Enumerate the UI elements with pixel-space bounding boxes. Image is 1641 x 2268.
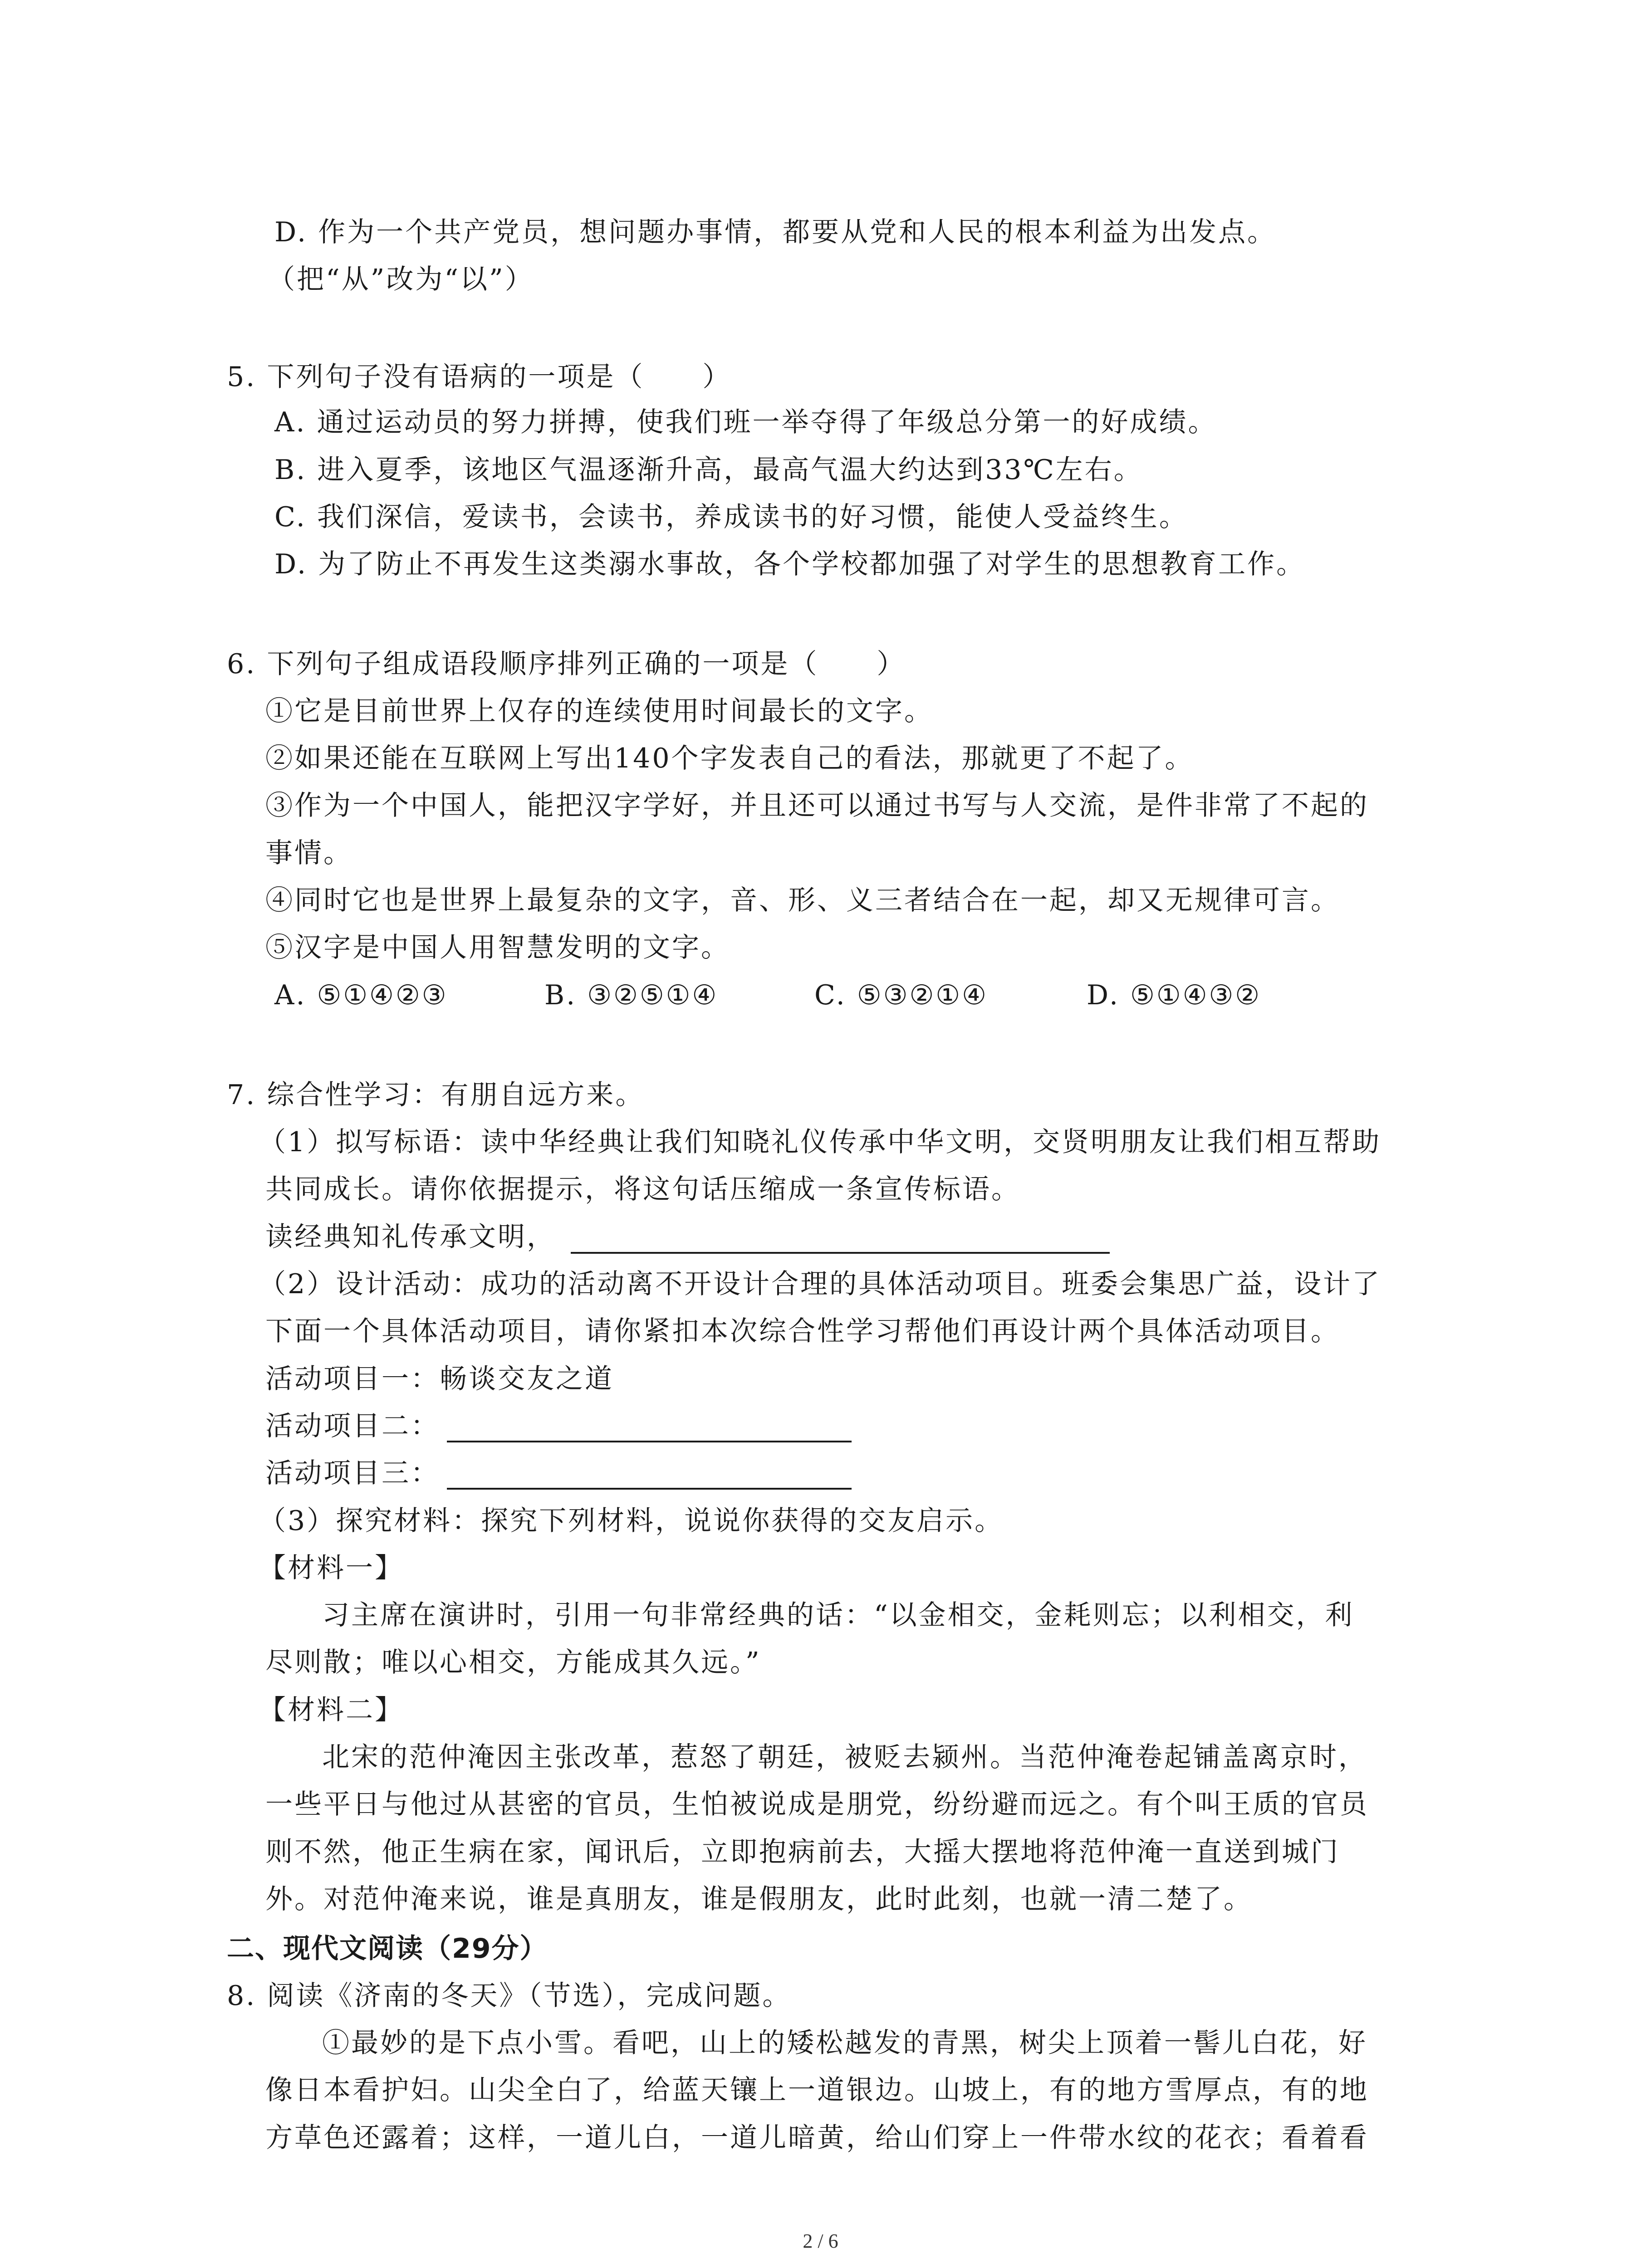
q7-material-2-line2: 一些平日与他过从甚密的官员，生怕被说成是朋党，纷纷避而远之。有个叫王质的官员 <box>265 1789 1369 1820</box>
q7-part1-line2: 共同成长。请你依据提示，将这句话压缩成一条宣传标语。 <box>265 1173 1020 1205</box>
page-number: 2 / 6 <box>803 2230 838 2252</box>
q7-material-1-line2: 尽则散；唯以心相交，方能成其久远。” <box>265 1647 761 1678</box>
q6-option-d: D. ⑤①④③② <box>1087 979 1262 1011</box>
section-2-heading: 二、现代文阅读（29分） <box>227 1933 548 1965</box>
q5-option-d: D. 为了防止不再发生这类溺水事故，各个学校都加强了对学生的思想教育工作。 <box>274 548 1306 580</box>
q8-stem: 8. 阅读《济南的冬天》（节选），完成问题。 <box>227 1980 792 2012</box>
q7-part2-line1: （2）设计活动：成功的活动离不开设计合理的具体活动项目。班委会集思广益，设计了 <box>259 1268 1381 1300</box>
q6-sentence-3-cont: 事情。 <box>265 837 353 869</box>
q6-sentence-1: ①它是目前世界上仅存的连续使用时间最长的文字。 <box>265 695 933 727</box>
q7-slogan-answer-blank[interactable] <box>571 1252 1110 1254</box>
q6-stem: 6. 下列句子组成语段顺序排列正确的一项是（ ） <box>227 648 906 680</box>
q7-material-2-line3: 则不然，他正生病在家，闻讯后，立即抱病前去，大摇大摆地将范仲淹一直送到城门 <box>265 1836 1340 1868</box>
q7-material-2-line4: 外。对范仲淹来说，谁是真朋友，谁是假朋友，此时此刻，也就一清二楚了。 <box>265 1883 1253 1915</box>
q6-sentence-4: ④同时它也是世界上最复杂的文字，音、形、义三者结合在一起，却又无规律可言。 <box>265 885 1340 916</box>
q7-activity-3-label: 活动项目三： <box>265 1457 440 1489</box>
q7-material-1-title: 【材料一】 <box>259 1552 404 1584</box>
q7-material-2-title: 【材料二】 <box>259 1694 404 1726</box>
q7-activity-2-label: 活动项目二： <box>265 1410 440 1442</box>
q8-passage-line2: 像日本看护妇。山尖全白了，给蓝天镶上一道银边。山坡上，有的地方雪厚点，有的地 <box>265 2074 1369 2106</box>
q5-option-a: A. 通过运动员的努力拼搏，使我们班一举夺得了年级总分第一的好成绩。 <box>274 406 1217 438</box>
q7-activity-1: 活动项目一：畅谈交友之道 <box>265 1363 614 1395</box>
q5-option-b: B. 进入夏季，该地区气温逐渐升高，最高气温大约达到33℃左右。 <box>274 454 1143 486</box>
q6-option-a: A. ⑤①④②③ <box>274 979 448 1011</box>
q7-activity-2-blank[interactable] <box>447 1441 852 1442</box>
q7-activity-3-blank[interactable] <box>447 1488 852 1490</box>
q7-part3: （3）探究材料：探究下列材料，说说你获得的交友启示。 <box>259 1505 1004 1537</box>
q7-material-2-line1: 北宋的范仲淹因主张改革，惹怒了朝廷，被贬去颍州。当范仲淹卷起铺盖离京时， <box>322 1741 1367 1773</box>
q8-passage-line1: ①最妙的是下点小雪。看吧，山上的矮松越发的青黑，树尖上顶着一髻儿白花，好 <box>322 2027 1367 2059</box>
q5-option-c: C. 我们深信，爱读书，会读书，养成读书的好习惯，能使人受益终生。 <box>274 501 1188 533</box>
q6-option-c: C. ⑤③②①④ <box>814 979 988 1011</box>
q8-passage-line3: 方草色还露着；这样，一道儿白，一道儿暗黄，给山们穿上一件带水纹的花衣；看着看 <box>265 2122 1369 2154</box>
q5-stem: 5. 下列句子没有语病的一项是（ ） <box>227 361 732 393</box>
q4-option-d-note: （把“从”改为“以”） <box>268 264 534 295</box>
q4-option-d: D. 作为一个共产党员，想问题办事情，都要从党和人民的根本利益为出发点。 <box>274 216 1277 248</box>
q6-sentence-2: ②如果还能在互联网上写出140个字发表自己的看法，那就更了不起了。 <box>265 743 1194 774</box>
q7-stem: 7. 综合性学习：有朋自远方来。 <box>227 1079 645 1111</box>
q7-part1-line1: （1）拟写标语：读中华经典让我们知晓礼仪传承中华文明，交贤明朋友让我们相互帮助 <box>259 1126 1381 1158</box>
q7-part2-line2: 下面一个具体活动项目，请你紧扣本次综合性学习帮他们再设计两个具体活动项目。 <box>265 1315 1340 1347</box>
q6-option-b: B. ③②⑤①④ <box>544 979 719 1011</box>
q7-part1-prompt: 读经典知礼传承文明， <box>265 1221 556 1253</box>
q7-material-1-line1: 习主席在演讲时，引用一句非常经典的话：“以金相交，金耗则忘；以利相交，利 <box>322 1599 1354 1631</box>
q6-sentence-5: ⑤汉字是中国人用智慧发明的文字。 <box>265 932 730 963</box>
q6-sentence-3: ③作为一个中国人，能把汉字学好，并且还可以通过书写与人交流，是件非常了不起的 <box>265 790 1369 821</box>
